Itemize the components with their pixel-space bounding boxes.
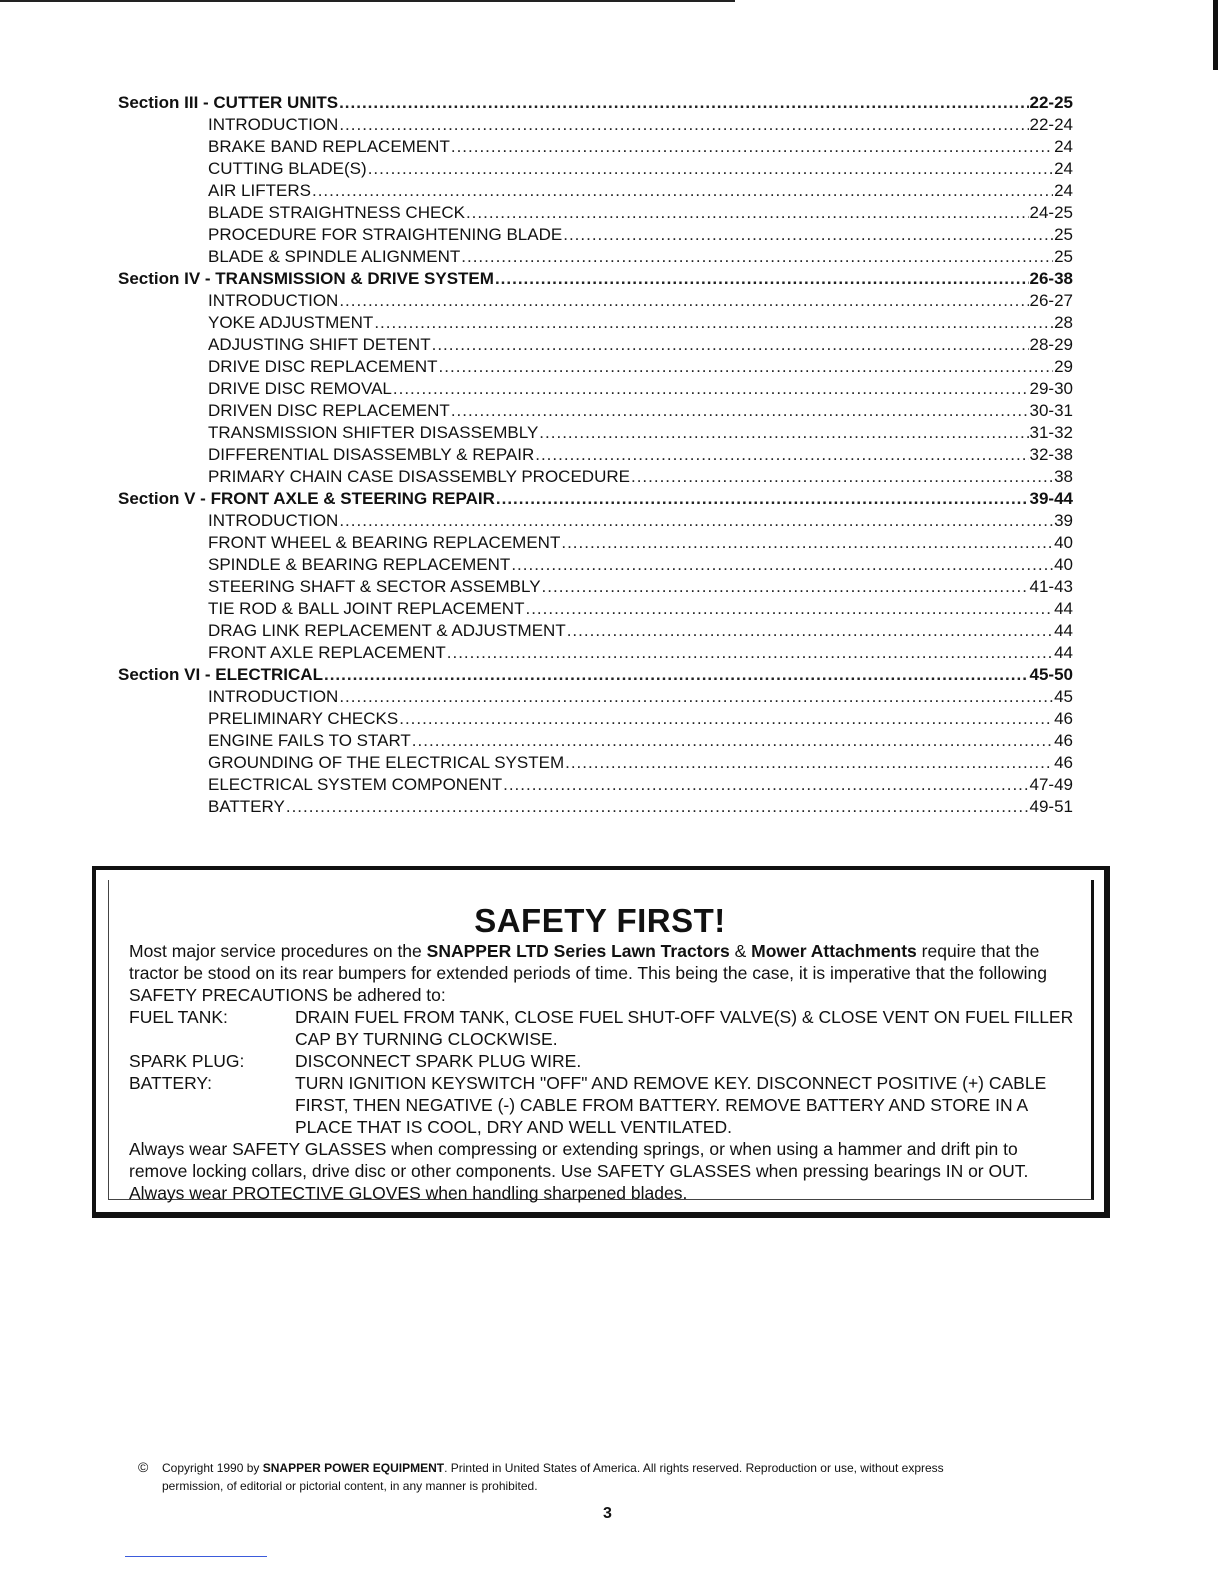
toc-title: DRIVE DISC REMOVAL [208,379,392,398]
toc-title: SPINDLE & BEARING REPLACEMENT [208,555,511,574]
toc-page-number: 24 [1054,137,1073,156]
toc-title: TIE ROD & BALL JOINT REPLACEMENT [208,599,525,618]
copyright-line-2: permission, of editorial or pictorial content, in any manner is prohibited. [162,1479,538,1493]
toc-section-row [118,92,1073,114]
toc-leader-dots [511,554,1053,576]
toc-title: PRELIMINARY CHECKS [208,709,399,728]
toc-page-number: 44 [1054,643,1073,662]
toc-item-row [118,444,1073,466]
precaution-fuel [129,1006,1077,1050]
toc-item-row [118,246,1073,268]
toc-leader-dots [447,642,1053,664]
toc-page-number: 28 [1054,313,1073,332]
precaution-label: SPARK PLUG: [129,1051,245,1071]
toc-item-row [118,642,1073,664]
toc-title: BLADE & SPINDLE ALIGNMENT [208,247,461,266]
toc-leader-dots [432,334,1029,356]
toc-leader-dots [542,576,1029,598]
toc-title: DRIVE DISC REPLACEMENT [208,357,438,376]
toc-leader-dots [393,378,1029,400]
toc-item-row [118,422,1073,444]
toc-page-number: 25 [1054,247,1073,266]
toc-section-row [118,488,1073,510]
toc-title: CUTTING BLADE(S) [208,159,367,178]
safety-box-inner [108,880,1094,1203]
toc-leader-dots [567,620,1053,642]
toc-leader-dots [339,686,1053,708]
copyright-company: SNAPPER POWER EQUIPMENT [262,1461,445,1475]
toc-page-number: 39 [1054,511,1073,530]
toc-leader-dots [439,356,1054,378]
toc-page-number: 28-29 [1029,335,1073,354]
precaution-spark [129,1050,1077,1072]
toc-title: Section III - CUTTER UNITS [118,93,339,112]
toc-leader-dots [496,488,1029,510]
toc-page-number: 22-25 [1029,93,1073,112]
toc-page-number: 46 [1054,731,1073,750]
toc-page-number: 32-38 [1029,445,1073,464]
bottom-rule [125,1556,267,1557]
toc-title: DRIVEN DISC REPLACEMENT [208,401,450,420]
toc-title: PRIMARY CHAIN CASE DISASSEMBLY PROCEDURE [208,467,630,486]
toc-page-number: 40 [1054,555,1073,574]
toc-item-row [118,356,1073,378]
toc-page-number: 49-51 [1029,797,1073,816]
toc-leader-dots [339,114,1028,136]
table-of-contents [118,92,1073,818]
toc-leader-dots [565,752,1053,774]
page-number: 3 [603,1505,612,1522]
toc-title: DRAG LINK REPLACEMENT & ADJUSTMENT [208,621,566,640]
toc-page-number: 24 [1054,159,1073,178]
toc-title: Section IV - TRANSMISSION & DRIVE SYSTEM [118,269,494,288]
safety-text [129,940,1077,1204]
toc-item-row [118,400,1073,422]
toc-item-row [118,554,1073,576]
copyright-notice [138,1458,1088,1495]
top-rule [0,0,735,2]
copyright-text-b: . Printed in United States of America. All rights reserved. Reproduction or use, without express [444,1461,944,1475]
precaution-label: BATTERY: [129,1073,212,1093]
toc-leader-dots [466,202,1029,224]
toc-page-number: 46 [1054,753,1073,772]
safety-box [92,866,1110,1218]
toc-leader-dots [339,92,1028,114]
toc-leader-dots [451,136,1053,158]
precaution-text: TURN IGNITION KEYSWITCH "OFF" AND REMOVE KEY. DISCONNECT POSITIVE (+) CABLE FIRST, THEN NEGATIVE (-) CABLE FROM BATTERY. REMOVE BATTERY AND STORE IN A PLACE THAT IS COOL, DRY AND WELL VENTILATED. [295,1073,1047,1137]
toc-page-number: 26-27 [1029,291,1073,310]
toc-title: ENGINE FAILS TO START [208,731,411,750]
toc-item-row [118,576,1073,598]
toc-page-number: 45 [1054,687,1073,706]
toc-leader-dots [461,246,1053,268]
toc-title: ELECTRICAL SYSTEM COMPONENT [208,775,503,794]
toc-title: DIFFERENTIAL DISASSEMBLY & REPAIR [208,445,535,464]
toc-leader-dots [561,532,1053,554]
toc-leader-dots [339,290,1028,312]
toc-title: STEERING SHAFT & SECTOR ASSEMBLY [208,577,541,596]
toc-item-row [118,620,1073,642]
toc-page-number: 47-49 [1029,775,1073,794]
toc-title: BATTERY [208,797,285,816]
toc-page-number: 26-38 [1029,269,1073,288]
toc-item-row [118,774,1073,796]
toc-section-row [118,268,1073,290]
toc-page-number: 31-32 [1029,423,1073,442]
toc-title: PROCEDURE FOR STRAIGHTENING BLADE [208,225,563,244]
precaution-battery [129,1072,1077,1138]
toc-title: BLADE STRAIGHTNESS CHECK [208,203,465,222]
toc-item-row [118,180,1073,202]
toc-title: INTRODUCTION [208,291,339,310]
precaution-text: DRAIN FUEL FROM TANK, CLOSE FUEL SHUT-OFF VALVE(S) & CLOSE VENT ON FUEL FILLER CAP BY TURNING CLOCKWISE. [295,1007,1074,1049]
toc-page-number: 41-43 [1029,577,1073,596]
safety-intro [129,940,1077,1006]
toc-item-row [118,730,1073,752]
toc-leader-dots [324,664,1029,686]
toc-leader-dots [374,312,1053,334]
toc-leader-dots [399,708,1053,730]
toc-leader-dots [451,400,1029,422]
toc-item-row [118,598,1073,620]
toc-item-row [118,752,1073,774]
toc-item-row [118,224,1073,246]
safety-intro-text: Most major service procedures on the [129,941,427,961]
toc-leader-dots [412,730,1053,752]
edge-mark [1213,0,1218,70]
toc-leader-dots [525,598,1053,620]
toc-item-row [118,796,1073,818]
toc-leader-dots [503,774,1028,796]
toc-page-number: 29-30 [1029,379,1073,398]
toc-leader-dots [286,796,1029,818]
toc-leader-dots [339,510,1053,532]
toc-item-row [118,290,1073,312]
toc-title: YOKE ADJUSTMENT [208,313,374,332]
safety-brand: SNAPPER LTD Series Lawn Tractors [426,941,730,961]
toc-item-row [118,686,1073,708]
toc-page-number: 46 [1054,709,1073,728]
toc-page-number: 45-50 [1029,665,1073,684]
copyright-line-1 [138,1458,1088,1477]
safety-intro-and: & [729,941,752,961]
toc-title: BRAKE BAND REPLACEMENT [208,137,450,156]
toc-page-number: 24-25 [1029,203,1073,222]
safety-brand-attachments: Mower Attachments [751,941,917,961]
toc-title: FRONT AXLE REPLACEMENT [208,643,446,662]
safety-intro-rest: require that the tractor be stood on its rear bumpers for extended periods of time. This being the case, it is imperative that the following SAFETY PRECAUTIONS be adhered to: [129,941,1047,1005]
toc-leader-dots [539,422,1028,444]
toc-page-number: 39-44 [1029,489,1073,508]
toc-item-row [118,136,1073,158]
toc-leader-dots [368,158,1053,180]
toc-item-row [118,312,1073,334]
toc-title: Section V - FRONT AXLE & STEERING REPAIR [118,489,495,508]
copyright-text-a: Copyright 1990 by [162,1461,263,1475]
safety-closing: Always wear SAFETY GLASSES when compressing or extending springs, or when using a hammer and drift pin to remove locking collars, drive disc or other components. Use SAFETY GLASSES when pressing bearings IN or OUT. Always wear PROTECTIVE GLOVES when handling sharpened blades. [129,1139,1029,1203]
toc-page-number: 30-31 [1029,401,1073,420]
toc-title: ADJUSTING SHIFT DETENT [208,335,431,354]
toc-page-number: 40 [1054,533,1073,552]
toc-section-row [118,664,1073,686]
copyright-symbol: © [138,1459,149,1475]
toc-title: AIR LIFTERS [208,181,311,200]
toc-title: FRONT WHEEL & BEARING REPLACEMENT [208,533,561,552]
toc-title: Section VI - ELECTRICAL [118,665,323,684]
toc-page-number: 44 [1054,599,1073,618]
toc-page-number: 44 [1054,621,1073,640]
toc-leader-dots [563,224,1053,246]
toc-leader-dots [535,444,1028,466]
toc-item-row [118,532,1073,554]
toc-item-row [118,202,1073,224]
toc-page-number: 25 [1054,225,1073,244]
toc-leader-dots [495,268,1029,290]
toc-leader-dots [312,180,1053,202]
toc-page-number: 29 [1054,357,1073,376]
toc-item-row [118,114,1073,136]
toc-item-row [118,158,1073,180]
toc-title: INTRODUCTION [208,687,339,706]
toc-leader-dots [631,466,1053,488]
toc-title: GROUNDING OF THE ELECTRICAL SYSTEM [208,753,565,772]
toc-item-row [118,334,1073,356]
toc-title: TRANSMISSION SHIFTER DISASSEMBLY [208,423,539,442]
toc-item-row [118,466,1073,488]
toc-page-number: 24 [1054,181,1073,200]
toc-title: INTRODUCTION [208,115,339,134]
toc-item-row [118,378,1073,400]
toc-item-row [118,510,1073,532]
toc-page-number: 38 [1054,467,1073,486]
precaution-text: DISCONNECT SPARK PLUG WIRE. [295,1051,582,1071]
safety-title: SAFETY FIRST! [474,902,726,939]
toc-item-row [118,708,1073,730]
precaution-label: FUEL TANK: [129,1007,228,1027]
toc-title: INTRODUCTION [208,511,339,530]
toc-page-number: 22-24 [1029,115,1073,134]
